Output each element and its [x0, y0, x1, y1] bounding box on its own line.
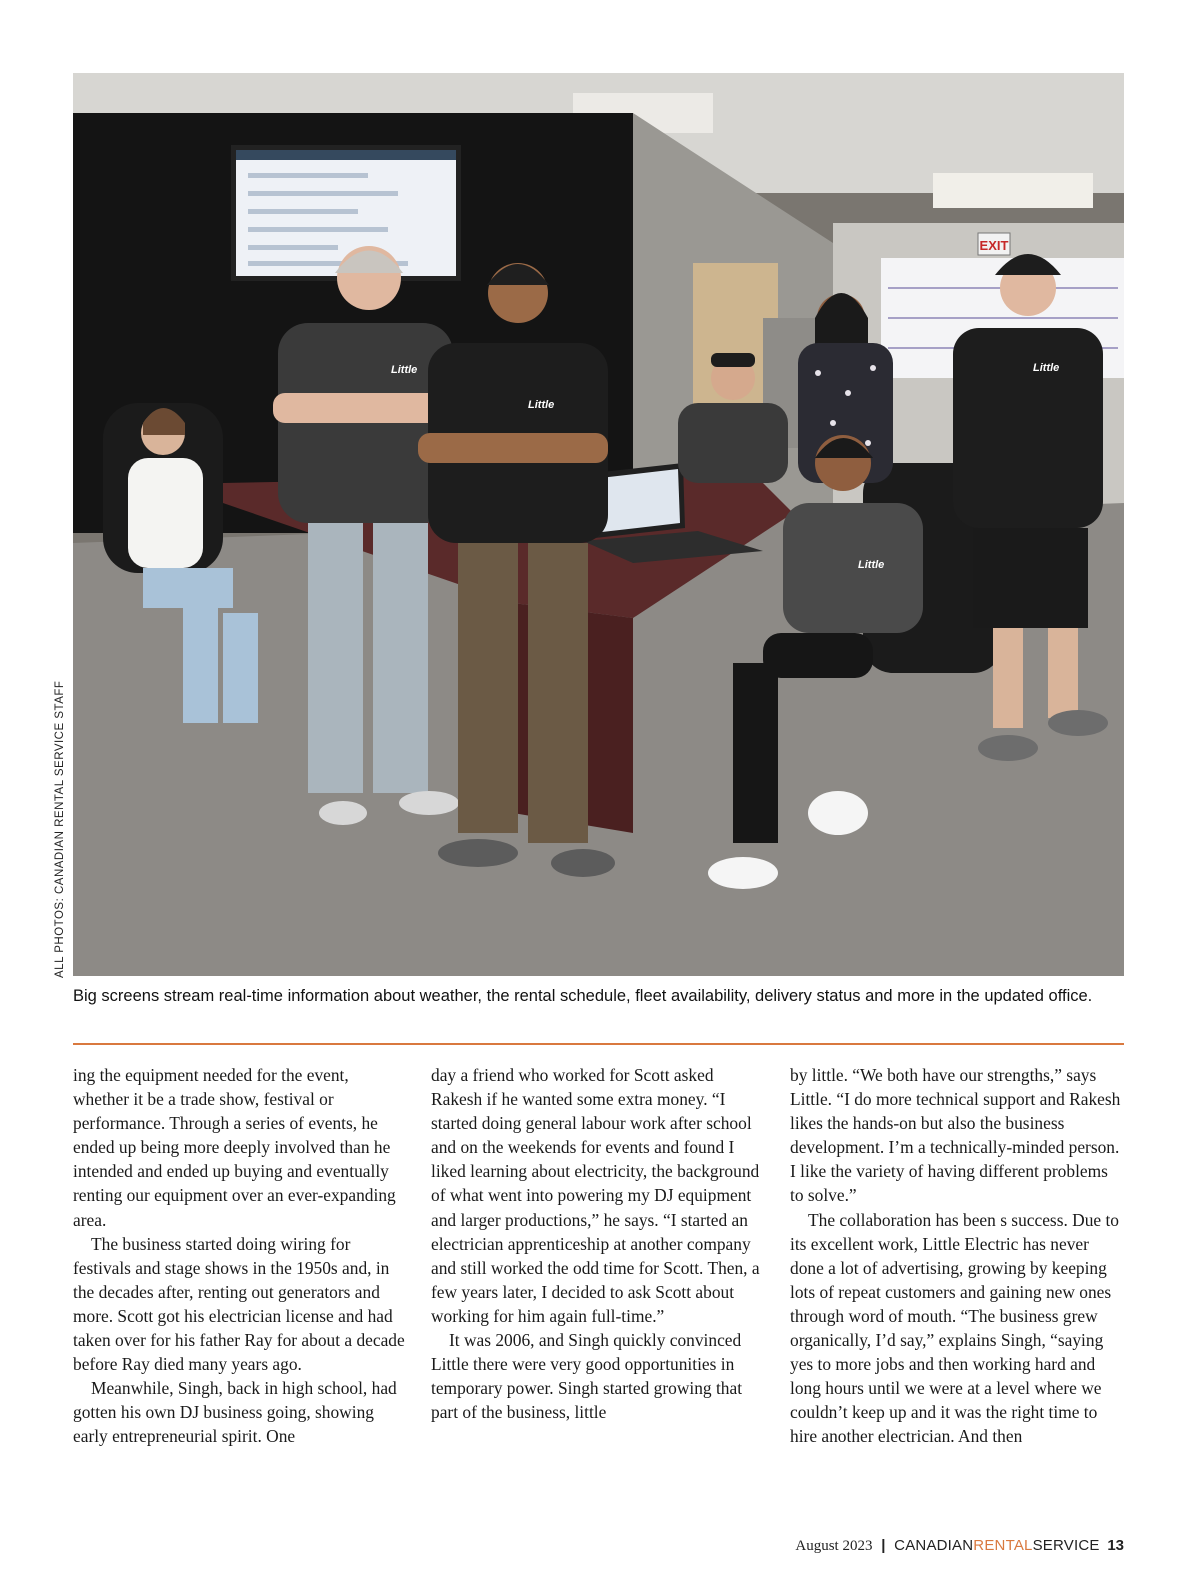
paragraph: by little. “We both have our strengths,” says Little. “I do more technical support and Rakesh likes the hands-on but also the business development. I’m a technically-minded person. I like the variety of having different problems to solve.”: [790, 1065, 1121, 1206]
shirt-logo: Little: [1033, 362, 1060, 374]
article-column-1: [73, 1063, 406, 1449]
laptop-screen: [600, 469, 680, 532]
article-body: [73, 1063, 1124, 1483]
team-photo: [73, 73, 1124, 976]
team-photo-illustration: [73, 73, 1124, 976]
page-number: 13: [1107, 1537, 1124, 1554]
footer-separator: |: [881, 1537, 886, 1554]
paragraph: ing the equipment needed for the event, whether it be a trade show, festival or performance. Through a series of events, he ended up being more deeply involved than he intended and ended up buying and eventually renting our equipment over an ever-expanding area.: [73, 1065, 396, 1230]
page-footer: [795, 1537, 1124, 1555]
shirt-logo: Little: [528, 399, 555, 411]
shirt-logo: Little: [858, 559, 885, 571]
photo-credit: ALL PHOTOS: CANADIAN RENTAL SERVICE STAFF: [54, 680, 66, 978]
paragraph: The collaboration has been s success. Due to its excellent work, Little Electric has never done a lot of advertising, growing by keeping lots of repeat customers and gaining new ones through word of mouth. “The business grew organically, I’d say,” explains Singh, “saying yes to more jobs and then working hard and long hours until we were at a level where we couldn’t keep up and it was the right time to hire another electrician. And then: [790, 1209, 1120, 1447]
magazine-name-part: CANADIAN: [894, 1537, 974, 1554]
paragraph: The business started doing wiring for festivals and stage shows in the 1950s and, in the decades after, renting out generators and more. Scott got his electrician license and had taken over for his father Ray for about a decade before Ray died many years ago.: [73, 1233, 405, 1375]
shirt-logo: Little: [391, 364, 418, 376]
issue-date: August 2023: [795, 1538, 873, 1554]
monitor-menubar: [236, 150, 456, 160]
ceiling-light: [933, 173, 1093, 208]
magazine-name-part: SERVICE: [1032, 1537, 1100, 1554]
article-column-2: [431, 1063, 764, 1424]
paragraph: day a friend who worked for Scott asked Rakesh if he wanted some extra money. “I started doing general labour work after school and on the weekends for events and found I liked learning about electricity, the background of what went into powering my DJ equipment and larger productions,” he says. “I started an electrician apprenticeship at another company and still worked the odd time for Scott. Then, a few years later, I decided to ask Scott about working for him again full-time.”: [431, 1065, 760, 1326]
paragraph: Meanwhile, Singh, back in high school, had gotten his own DJ business going, showing early entrepreneurial spirit. One: [73, 1378, 397, 1447]
article-column-3: [790, 1063, 1123, 1449]
caption-divider: [73, 1043, 1124, 1045]
paragraph: It was 2006, and Singh quickly convinced Little there were very good opportunities in temporary power. Singh started growing that part of the business, little: [431, 1330, 743, 1423]
photo-caption: Big screens stream real-time information about weather, the rental schedule, fleet availability, delivery status and more in the updated office.: [73, 987, 1093, 1005]
exit-sign-text: EXIT: [979, 238, 1009, 253]
magazine-name-accent: RENTAL: [973, 1537, 1033, 1554]
magazine-name: [894, 1537, 1099, 1554]
